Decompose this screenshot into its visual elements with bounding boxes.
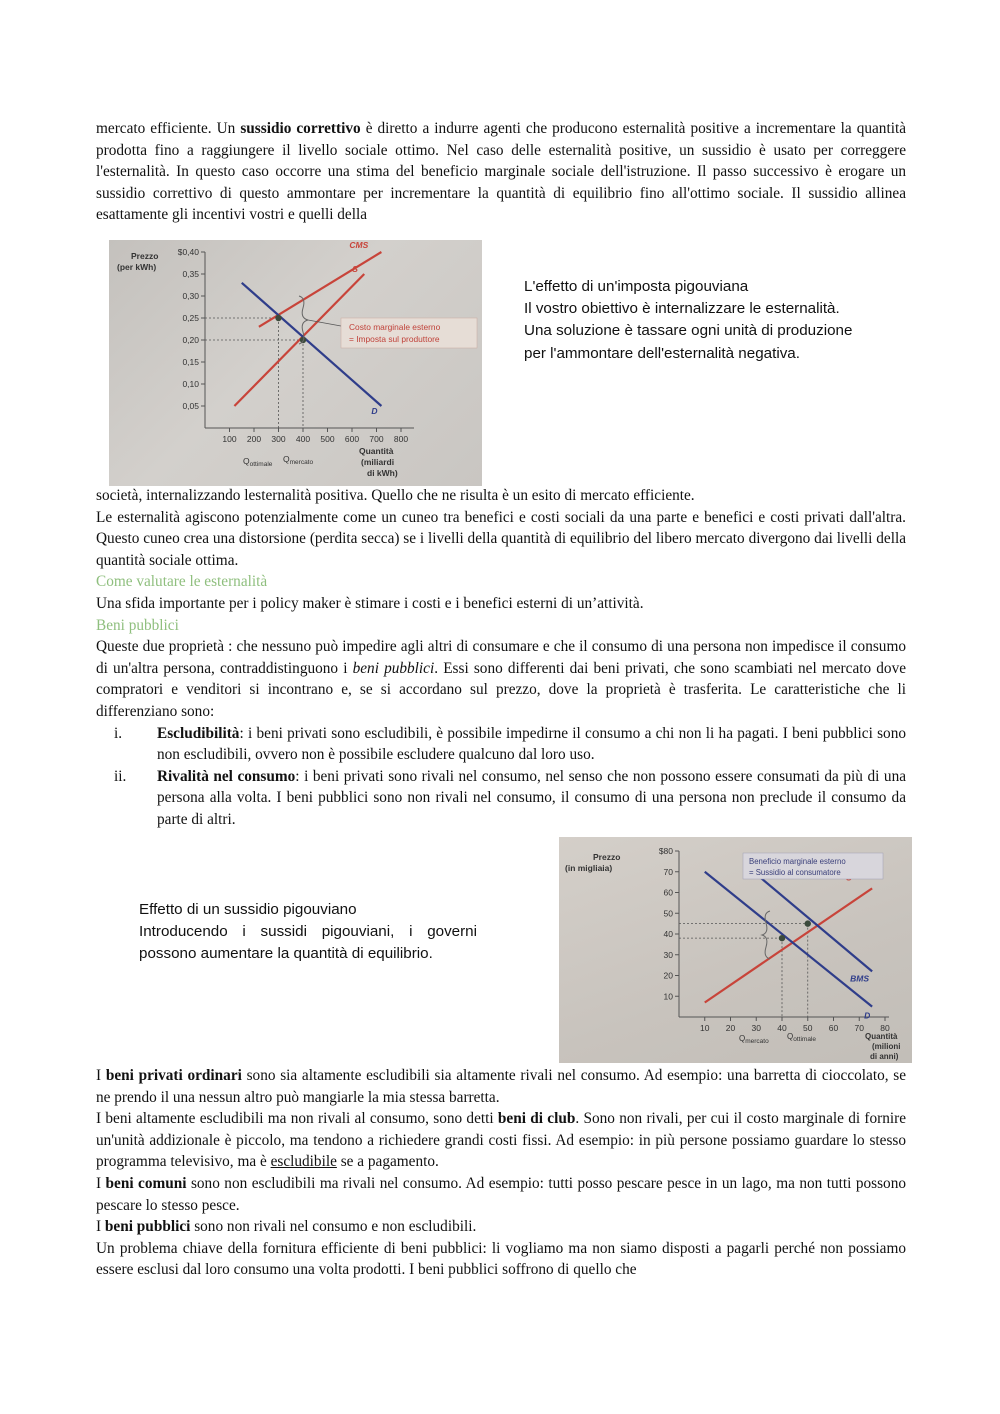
paragraph-club-goods: I beni altamente escludibili ma non rivali al consumo, sono detti beni di club. Sono non rivali, per cui il costo marginale di fornire un'unità addizionale è piccolo, ma tendono a richiedere grandi costi fissi. Ad esempio: in più persone possiamo guardare lo stesso programma televisivo, ma è escludibile se a pagamento. [96, 1110, 906, 1171]
term-public-goods-bold: beni pubblici [104, 1218, 191, 1236]
annotation-line-1: Costo marginale esterno [349, 322, 441, 332]
list-item: ii. Rivalità nel consumo: i beni privati sono rivali nel consumo, nel senso che non possono essere consumati da più di una persona alla volta. I beni pubblici sono non rivali nel consumo, il consumo di una persona non preclude il consumo da parte di altri. [114, 767, 907, 828]
x-tick-label: 100 [222, 434, 237, 444]
x-tick-label: 20 [725, 1023, 736, 1033]
paragraph-corrective-subsidy: mercato efficiente. Un sussidio correttivo è diretto a indurre agenti che producono esternalità positive a incrementare la quantità prodotta fino a raggiungere il livello sociale ottimo. Nel caso delle esternalità positive, un sussidio è usato per correggere l'esternalità. In questo caso occorre una stima del beneficio marginale sociale dell'istruzione. Il passo successivo è erogare un sussidio correttivo di questo ammontare per incrementare la quantità di equilibrio fino all'ottimo sociale. Il sussidio allinea esattamente gli incentivi vostri e quelli della [96, 120, 906, 224]
y-tick-label: 0,35 [182, 269, 199, 279]
y-tick-label: 0,30 [182, 291, 199, 301]
x-tick-label: 60 [828, 1023, 839, 1033]
y-tick-label: 20 [663, 970, 673, 981]
figure2-caption-title: Effetto di un sussidio pigouviano [139, 901, 357, 918]
x-axis-label-1: Quantità [359, 446, 394, 456]
x-tick-label: 80 [880, 1023, 890, 1033]
y-axis-label-1: Prezzo [131, 251, 159, 261]
x-axis-label-3: di anni) [870, 1052, 899, 1061]
equilibrium-point [275, 315, 281, 321]
term-public-goods: beni pubblici [352, 659, 435, 677]
characteristics-list [96, 723, 906, 831]
y-tick-label: 60 [663, 887, 673, 898]
paragraph-private-goods: I beni privati ordinari sono sia altamente escludibili sia altamente rivali nel consumo. Ad esempio: una barretta di cioccolato, se ne prendo il una nessun altro può mangiarle la mia stessa barretta. [96, 1067, 906, 1106]
term-ordinary-private-goods: beni privati ordinari [105, 1067, 242, 1084]
q-label-2: $Q_{ottimale}$ [787, 1032, 816, 1043]
x-axis-label-2: (milioni [872, 1042, 901, 1051]
paragraph-key-problem: Un problema chiave della fornitura efficiente di beni pubblici: li vogliamo ma non siamo disposti a pagarli perché non possiamo essere esclusi dal loro consumo una volta prodotti. I beni pubblici soffrono di quello che [96, 1239, 906, 1279]
y-tick-label: $0,40 [177, 247, 199, 257]
x-tick-label: 700 [369, 434, 384, 444]
annotation-line-2: = Sussidio al consumatore [749, 868, 841, 877]
x-tick-label: 800 [393, 434, 409, 444]
q-label-1: $Q_{ottimale}$ [243, 456, 273, 468]
y-tick-label: 0,15 [182, 357, 199, 367]
y-tick-label: 40 [663, 929, 673, 939]
paragraph-internalize: società, internalizzando lesternalità positiva. Quello che ne risulta è un esito di mercato efficiente. [96, 487, 695, 504]
series-label-d: D [371, 406, 378, 416]
y-tick-label: 0,05 [182, 401, 199, 411]
y-axis-label-1: Prezzo [593, 852, 621, 862]
y-tick-label: 50 [663, 908, 673, 919]
x-axis-label-2: (miliardi [361, 457, 395, 467]
brace-icon [299, 296, 308, 344]
paragraph-policy-makers: Una sfida importante per i policy maker è stimare i costi e i benefici esterni di un’attività. [96, 594, 644, 612]
equilibrium-point [779, 935, 785, 941]
y-tick-label: 0,10 [182, 379, 199, 389]
y-axis-label-2: (per kWh) [117, 262, 157, 272]
chart-pigouvian-subsidy [559, 837, 912, 1063]
series-label-d: D [864, 1010, 871, 1021]
paragraph-wedge: Le esternalità agiscono potenzialmente come un cuneo tra benefici e costi sociali da una parte e benefici e costi privati dall'altra. Questo cuneo crea una distorsione (perdita secca) se i livelli della quantità di equilibrio del libero mercato divergono dai livelli della quantità sociale ottima. [96, 508, 906, 569]
y-tick-label: 0,20 [182, 335, 199, 345]
x-tick-label: 50 [803, 1023, 813, 1033]
x-tick-label: 200 [246, 434, 262, 444]
x-axis-label-1: Quantità [865, 1032, 898, 1041]
x-tick-label: 600 [344, 434, 360, 444]
heading-public-goods: Beni pubblici [96, 616, 179, 634]
x-tick-label: 30 [751, 1023, 761, 1033]
q-label-2: $Q_{mercato}$ [283, 454, 314, 466]
series-label-cms: CMS [349, 240, 369, 250]
x-tick-label: 500 [320, 434, 335, 444]
annotation-line-2: = Imposta sul produttore [349, 334, 440, 344]
q-label-1: $Q_{mercato}$ [739, 1034, 769, 1045]
x-tick-label: 300 [271, 434, 286, 444]
y-tick-label: 30 [663, 949, 673, 960]
y-axis-label-2: (in migliaia) [565, 863, 613, 873]
x-axis-label-3: di kWh) [367, 468, 398, 478]
y-tick-label: 0,25 [182, 313, 199, 323]
x-tick-label: 10 [700, 1023, 710, 1033]
term-corrective-subsidy: sussidio correttivo [240, 120, 361, 137]
figure-pigouvian-tax [109, 240, 482, 486]
series-label-bms: BMS [850, 973, 870, 984]
term-rivalry: Rivalità nel consumo [157, 767, 296, 785]
y-tick-label: 10 [663, 991, 673, 1002]
figure1-caption-title: L'effetto di un'imposta pigouviana [524, 278, 749, 295]
series-label-s: S [352, 264, 358, 274]
document-body-3 [96, 1065, 906, 1281]
figure1-caption: L'effetto di un'imposta pigouviana Il vostro obiettivo è internalizzare le esternalità. Una soluzione è tassare ogni unità di produzione per l'ammontare dell'esternalità negativa. [524, 278, 853, 362]
term-excludability: Escludibilità [157, 724, 240, 742]
equilibrium-point [805, 920, 811, 926]
document-body-2 [96, 485, 906, 831]
paragraph-public-goods-def: I beni pubblici sono non rivali nel consumo e non escludibili. [96, 1218, 477, 1236]
figure2-caption: Effetto di un sussidio pigouviano Introducendo i sussidi pigouviani, i governi possono aumentare la quantità di equilibrio. [139, 901, 477, 963]
x-tick-label: 40 [777, 1023, 787, 1033]
list-item: i. Escludibilità: i beni privati sono escludibili, è possibile impedirne il consumo a chi non li ha pagati. I beni pubblici sono non escludibili, ovvero non è possibile escludere qualcuno dal loro uso. [114, 724, 906, 764]
figure-pigouvian-subsidy [559, 837, 912, 1063]
paragraph-common-goods: I beni comuni sono non escludibili ma rivali nel consumo. Ad esempio: tutti posso pescare pesce in un lago, ma non tutti possono pescare lo stesso pesce. [96, 1174, 906, 1214]
term-common-goods: beni comuni [105, 1174, 187, 1192]
term-excludable: escludibile [270, 1153, 337, 1171]
annotation-line-1: Beneficio marginale esterno [749, 857, 846, 866]
y-tick-label: 70 [663, 866, 673, 877]
y-tick-label: $80 [658, 846, 673, 856]
document-body [96, 118, 906, 226]
term-club-goods: beni di club [497, 1110, 576, 1128]
x-tick-label: 400 [295, 434, 311, 444]
heading-evaluate-externalities: Come valutare le esternalità [96, 573, 268, 591]
x-tick-label: 70 [854, 1023, 864, 1033]
chart-pigouvian-tax [109, 240, 482, 486]
paragraph-public-goods-properties: Queste due proprietà : che nessuno può impedire agli altri di consumare e che il consumo di una persona non impedisce il consumo di un'altra persona, contraddistinguono i beni pubblici. Essi sono differenti dai beni privati, che sono scambiati nel mercato dove compratori e venditori si incontrano e, se si accordano sul prezzo, dove la proprietà è trasferita. Le caratteristiche che li differenziano sono: [96, 638, 907, 720]
